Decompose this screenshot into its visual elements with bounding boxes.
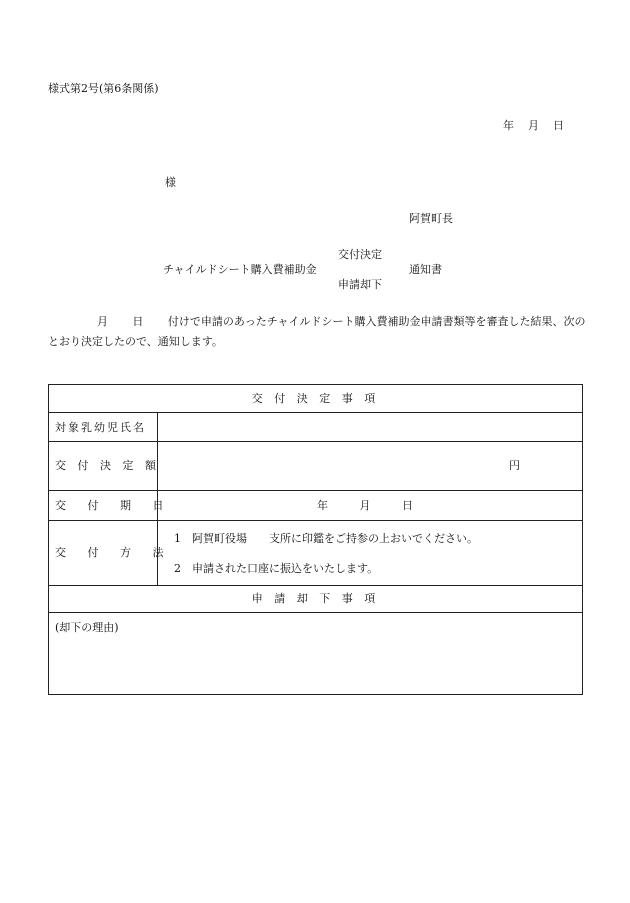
payment-method-option-2: 2 申請された口座に振込をいたします。 — [174, 562, 379, 575]
subject-title: チャイルドシート購入費補助金 — [163, 263, 317, 276]
notice-suffix: 通知書 — [409, 263, 442, 276]
value-grant-amount-unit: 円 — [509, 459, 520, 472]
section-grant-header: 交 付 決 定 事 項 — [251, 392, 380, 405]
date-month: 月 — [528, 119, 539, 132]
form-number: 様式第2号(第6条関係) — [48, 82, 159, 95]
section-rejection-header: 申 請 却 下 事 項 — [251, 592, 380, 605]
body-text: 月 日 付けで申請のあったチャイルドシート購入費補助金申請書類等を審査した結果、次のとおり決定したので、通知します。 — [48, 315, 586, 348]
rejection-reason-label: (却下の理由) — [55, 621, 119, 634]
decision-table — [48, 384, 583, 695]
option-rejection: 申請却下 — [338, 278, 382, 291]
date-year: 年 — [503, 119, 514, 132]
label-grant-date: 交 付 期 日 — [55, 499, 173, 512]
issue-date — [503, 120, 564, 131]
issuer-title: 阿賀町長 — [409, 212, 453, 225]
payment-method-option-1: 1 阿賀町役場 支所に印鑑をご持参の上おいでください。 — [174, 532, 478, 545]
label-grant-amount: 交 付 決 定 額 — [55, 459, 160, 472]
date-day: 日 — [553, 119, 564, 132]
label-child-name: 対象乳幼児氏名 — [55, 421, 146, 434]
label-payment-method: 交 付 方 法 — [55, 546, 173, 559]
option-grant-decision: 交付決定 — [338, 248, 382, 261]
addressee-suffix: 様 — [165, 176, 176, 189]
value-grant-date: 年 月 日 — [317, 499, 413, 512]
